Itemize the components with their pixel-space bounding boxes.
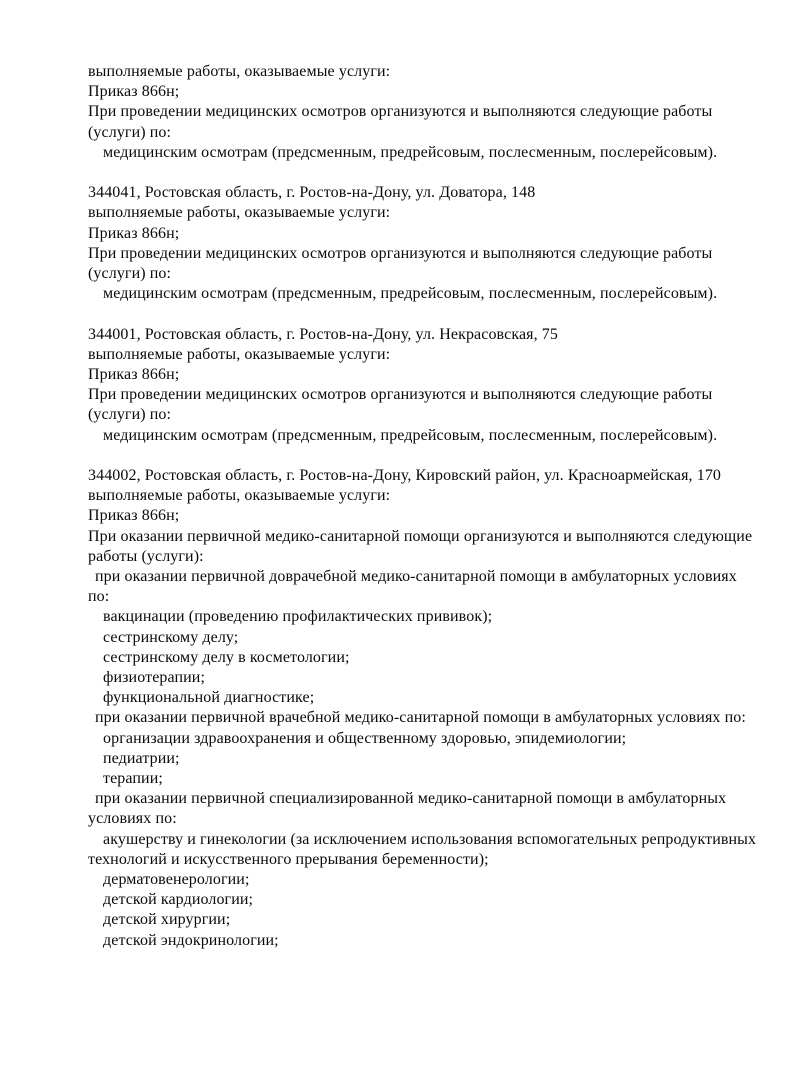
document-line: по: bbox=[88, 588, 110, 606]
document-line: 344002, Ростовская область, г. Ростов-на-Дону, Кировский район, ул. Красноармейская, 170 bbox=[88, 467, 722, 485]
document-line: работы (услуги): bbox=[88, 547, 204, 565]
section-address-344002 bbox=[88, 466, 778, 951]
document-line: дерматовенерологии; bbox=[103, 871, 250, 889]
document-line: Приказ 866н; bbox=[88, 224, 180, 242]
document-line: педиатрии; bbox=[103, 749, 180, 767]
section-address-344001 bbox=[88, 325, 778, 446]
document-line: условиях по: bbox=[88, 810, 177, 828]
document-line: организации здравоохранения и общественному здоровью, эпидемиологии; bbox=[103, 729, 627, 747]
document-line: детской кардиологии; bbox=[103, 891, 254, 909]
document-line: При проведении медицинских осмотров организуются и выполняются следующие работы bbox=[88, 244, 713, 262]
document-line: выполняемые работы, оказываемые услуги: bbox=[88, 204, 391, 222]
document-line: при оказании первичной специализированной медико-санитарной помощи в амбулаторных bbox=[95, 790, 727, 808]
document-line: медицинским осмотрам (предсменным, предрейсовым, послесменным, послерейсовым). bbox=[103, 285, 718, 303]
document-line: (услуги) по: bbox=[88, 123, 172, 141]
document-line: при оказании первичной врачебной медико-санитарной помощи в амбулаторных условиях по: bbox=[95, 709, 746, 727]
document-line: функциональной диагностике; bbox=[103, 689, 315, 707]
section-address-344041 bbox=[88, 183, 778, 304]
document-line: при оказании первичной доврачебной медико-санитарной помощи в амбулаторных условиях bbox=[95, 568, 737, 586]
document-line: физиотерапии; bbox=[103, 669, 206, 687]
document-line: детской эндокринологии; bbox=[103, 931, 279, 949]
document-line: медицинским осмотрам (предсменным, предрейсовым, послесменным, послерейсовым). bbox=[103, 426, 718, 444]
document-line: терапии; bbox=[103, 770, 163, 788]
document-line: При оказании первичной медико-санитарной помощи организуются и выполняются следующие bbox=[88, 527, 753, 545]
document-line: детской хирургии; bbox=[103, 911, 231, 929]
document-line: Приказ 866н; bbox=[88, 83, 180, 101]
document-content bbox=[88, 62, 778, 951]
document-line: выполняемые работы, оказываемые услуги: bbox=[88, 487, 391, 505]
section-works-continuation bbox=[88, 62, 778, 163]
document-line: (услуги) по: bbox=[88, 265, 172, 283]
document-line: вакцинации (проведению профилактических прививок); bbox=[103, 608, 493, 626]
document-line: 344041, Ростовская область, г. Ростов-на-Дону, ул. Доватора, 148 bbox=[88, 184, 536, 202]
document-line: выполняемые работы, оказываемые услуги: bbox=[88, 63, 391, 80]
document-line: При проведении медицинских осмотров организуются и выполняются следующие работы bbox=[88, 386, 713, 404]
document-line: 344001, Ростовская область, г. Ростов-на-Дону, ул. Некрасовская, 75 bbox=[88, 325, 559, 343]
document-line: (услуги) по: bbox=[88, 406, 172, 424]
document-line: технологий и искусственного прерывания беременности); bbox=[88, 850, 489, 868]
document-line: медицинским осмотрам (предсменным, предрейсовым, послесменным, послерейсовым). bbox=[103, 143, 718, 161]
document-line: выполняемые работы, оказываемые услуги: bbox=[88, 345, 391, 363]
document-line: При проведении медицинских осмотров организуются и выполняются следующие работы bbox=[88, 103, 713, 121]
document-line: Приказ 866н; bbox=[88, 507, 180, 525]
document-line: Приказ 866н; bbox=[88, 366, 180, 384]
document-line: сестринскому делу; bbox=[103, 628, 239, 646]
document-line: сестринскому делу в косметологии; bbox=[103, 648, 350, 666]
document-line: акушерству и гинекологии (за исключением использования вспомогательных репродуктивных bbox=[103, 830, 757, 848]
